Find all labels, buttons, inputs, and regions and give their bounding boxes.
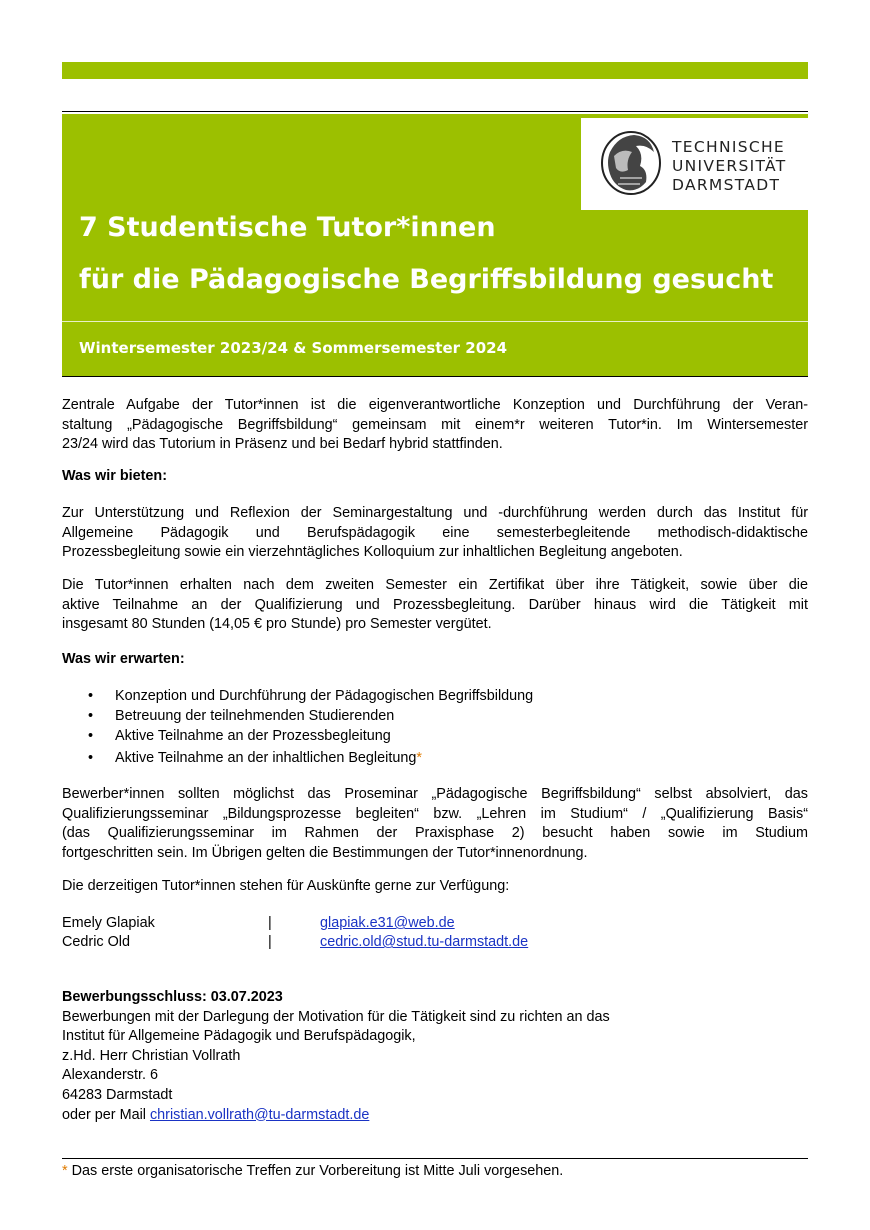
application-line: 64283 Darmstadt <box>62 1086 173 1103</box>
logo-line-3: DARMSTADT <box>672 176 781 194</box>
requirements-line: (das Qualifizierungsseminar im Rahmen der Praxisphase 2) besucht haben sowie im Studium <box>62 825 808 842</box>
offer-line: Allgemeine Pädagogik und Berufspädagogik eine semesterbegleitende methodisch-didaktische <box>62 524 808 541</box>
logo-line-1: TECHNISCHE <box>672 138 786 156</box>
application-email-link[interactable]: christian.vollrath@tu-darmstadt.de <box>149 1106 370 1123</box>
header-divider <box>62 321 808 322</box>
contact-name: Emely Glapiak <box>62 915 155 931</box>
title-line-1: 7 Studentische Tutor*innen <box>79 212 496 243</box>
expect-heading: Was wir erwarten: <box>62 651 185 667</box>
application-line: Institut für Allgemeine Pädagogik und Berufspädagogik, <box>62 1028 416 1045</box>
mail-prefix: oder per Mail <box>62 1106 150 1123</box>
contact-separator: | <box>268 915 272 931</box>
intro-paragraph <box>62 396 808 455</box>
offer-line: Prozessbegleitung sowie ein vierzehntägliches Kolloquium zur inhaltlichen Begleitung angeboten. <box>62 544 683 561</box>
contacts-intro: Die derzeitigen Tutor*innen stehen für Auskünfte gerne zur Verfügung: <box>62 878 510 894</box>
header-banner <box>62 114 808 376</box>
logo-line-2: UNIVERSITÄT <box>672 157 787 175</box>
offer-paragraph-2 <box>62 576 808 635</box>
footnote <box>62 1162 808 1182</box>
contact-row <box>62 913 808 933</box>
list-item: • Aktive Teilnahme an der Prozessbegleitung <box>62 726 762 746</box>
contact-email-link[interactable]: glapiak.e31@web.de <box>320 915 455 931</box>
offer-paragraph-1 <box>62 504 808 563</box>
list-item: • Aktive Teilnahme an der inhaltlichen Begleitung* <box>62 748 762 768</box>
intro-line: 23/24 wird das Tutorium in Präsenz und bei Bedarf hybrid stattfinden. <box>62 436 503 453</box>
requirements-paragraph <box>62 785 808 863</box>
application-mail-line <box>62 1106 808 1126</box>
application-section <box>62 988 808 1125</box>
list-item: • Betreuung der teilnehmenden Studierenden <box>62 706 762 726</box>
offer-line: aktive Teilnahme an der Qualifizierung und Prozessbegleitung. Darüber hinaus wird die Tätigkeit mit <box>62 596 808 613</box>
offer-line: Zur Unterstützung und Reflexion der Seminargestaltung und -durchführung werden durch das Institut für <box>62 505 808 521</box>
intro-line: Zentrale Aufgabe der Tutor*innen ist die eigenverantwortliche Konzeption und Durchführung der Veran- <box>62 397 808 413</box>
header-bottom-rule <box>62 376 808 377</box>
footnote-asterisk: * <box>62 1163 68 1179</box>
contact-email-link[interactable]: cedric.old@stud.tu-darmstadt.de <box>320 934 529 950</box>
offer-heading: Was wir bieten: <box>62 468 168 484</box>
requirements-line: Qualifizierungsseminar „Bildungsprozesse begleiten“ bzw. „Lehren im Studium“ / „Qualifizierung Basis“ <box>62 805 808 822</box>
footnote-marker: * <box>416 750 422 766</box>
application-line: Bewerbungen mit der Darlegung der Motivation für die Tätigkeit sind zu richten an das <box>62 1008 610 1025</box>
tu-darmstadt-logo[interactable] <box>581 118 808 210</box>
application-deadline: Bewerbungsschluss: 03.07.2023 <box>62 989 283 1005</box>
requirements-line: fortgeschritten sein. Im Übrigen gelten die Bestimmungen der Tutor*innenordnung. <box>62 844 588 861</box>
list-item: • Konzeption und Durchführung der Pädagogischen Begriffsbildung <box>62 686 762 706</box>
contact-separator: | <box>268 934 272 950</box>
top-accent-bar <box>62 62 808 79</box>
logo-wordmark <box>672 138 787 195</box>
title-line-2: für die Pädagogische Begriffsbildung gesucht <box>79 264 774 295</box>
athena-seal-icon <box>600 130 662 196</box>
offer-line: Die Tutor*innen erhalten nach dem zweiten Semester ein Zertifikat über ihre Tätigkeit, sowie über die <box>62 577 808 593</box>
expectations-list <box>62 686 762 768</box>
requirements-line: Bewerber*innen sollten möglichst das Proseminar „Pädagogische Begriffsbildung“ selbst absolviert, das <box>62 786 808 802</box>
offer-line: insgesamt 80 Stunden (14,05 € pro Stunde) pro Semester vergütet. <box>62 616 492 633</box>
contact-row <box>62 932 808 952</box>
application-line: z.Hd. Herr Christian Vollrath <box>62 1047 241 1064</box>
intro-line: staltung „Pädagogische Begriffsbildung“ gemeinsam mit einem*r weiteren Tutor*in. Im Wintersemester <box>62 416 808 433</box>
footnote-text: Das erste organisatorische Treffen zur Vorbereitung ist Mitte Juli vorgesehen. <box>67 1163 564 1179</box>
application-line: Alexanderstr. 6 <box>62 1067 158 1084</box>
contact-name: Cedric Old <box>62 934 130 950</box>
header-top-rule <box>62 111 808 112</box>
semester-subtitle: Wintersemester 2023/24 & Sommersemester 2024 <box>79 339 508 357</box>
footnote-rule <box>62 1158 808 1159</box>
